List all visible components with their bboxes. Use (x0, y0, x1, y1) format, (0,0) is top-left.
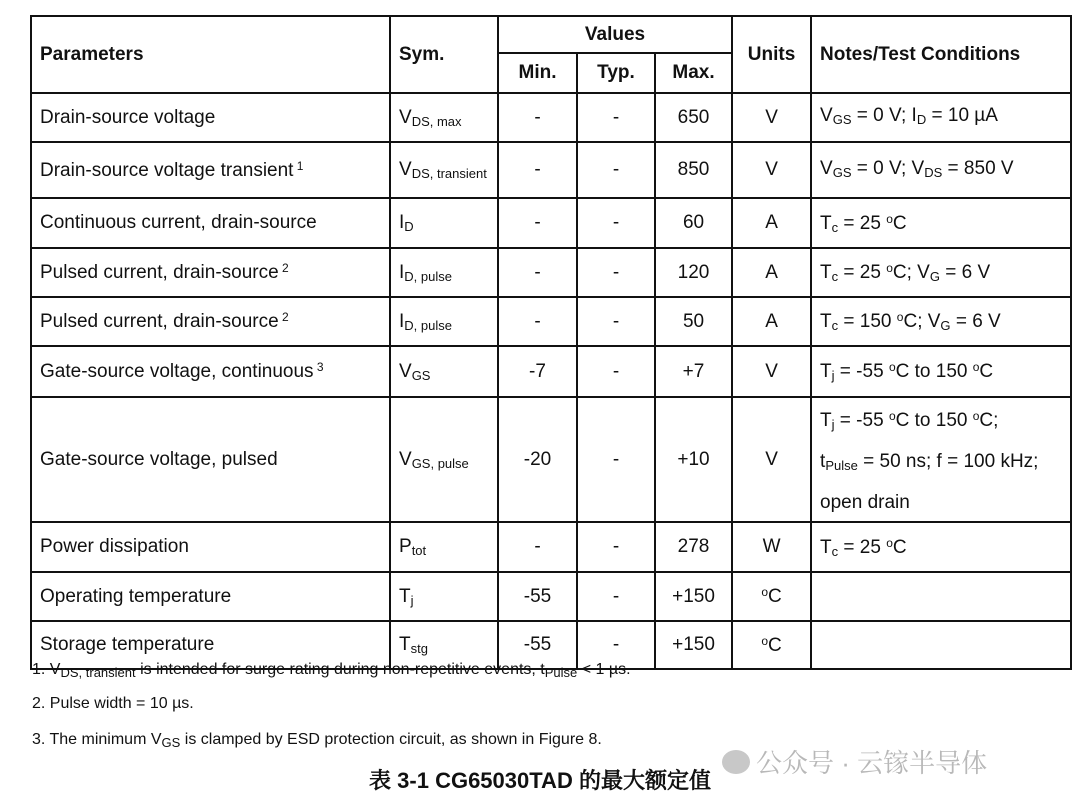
text-segment: V (399, 106, 412, 128)
subscript: DS, transient (60, 665, 136, 680)
text-segment: 1. V (32, 661, 61, 678)
text-segment: V (399, 448, 412, 470)
subscript: D, pulse (404, 317, 452, 333)
watermark-text: 公众号 · 云镓半导体 (756, 748, 988, 778)
text-segment: < 1 µs. (577, 661, 631, 678)
text-segment: 2. Pulse width = 10 µs. (32, 695, 194, 712)
superscript: o (896, 310, 904, 324)
param-label: Storage temperature (40, 634, 215, 655)
subscript: DS, max (411, 113, 462, 129)
max-ratings-table (30, 15, 1072, 670)
notes-cell (811, 248, 1071, 297)
max-cell: 850 (655, 142, 732, 198)
text-segment: I (399, 310, 405, 332)
text-segment: C (892, 536, 907, 558)
text-segment: = 10 µA (926, 105, 998, 126)
footnote-ref: 2 (278, 261, 289, 275)
max-cell: +150 (655, 572, 732, 621)
superscript: o (888, 360, 896, 374)
text-segment: V (765, 159, 778, 180)
subscript: c (831, 318, 839, 333)
header-sym: Sym. (390, 16, 498, 93)
typ-cell: - (577, 198, 655, 248)
header-parameters: Parameters (31, 16, 390, 93)
sym-cell (390, 198, 498, 248)
notes-line (820, 250, 1062, 295)
unit-cell (732, 297, 811, 346)
param-cell (31, 297, 390, 346)
unit-cell (732, 522, 811, 572)
notes-line (820, 443, 1062, 484)
notes-cell (811, 198, 1071, 248)
max-cell: +10 (655, 397, 732, 522)
subscript: G (929, 269, 940, 284)
notes-cell (811, 142, 1071, 198)
text-segment: T (820, 536, 832, 558)
text-segment: C to 150 (895, 361, 973, 382)
footnote-ref: 2 (278, 310, 289, 324)
notes-cell (811, 93, 1071, 142)
text-segment: C (768, 586, 782, 607)
param-cell (31, 142, 390, 198)
header-values: Values (498, 16, 732, 53)
typ-cell: - (577, 93, 655, 142)
subscript: GS (411, 367, 431, 383)
subscript: j (410, 592, 414, 608)
text-segment: = 6 V (950, 311, 1001, 332)
param-cell (31, 346, 390, 397)
notes-line (820, 398, 1062, 443)
header-units: Units (732, 16, 811, 93)
table-row (31, 397, 1071, 522)
subscript: GS (161, 735, 181, 750)
notes-cell (811, 397, 1071, 522)
table-row (31, 142, 1071, 198)
notes-line (820, 201, 1062, 246)
text-segment: = 25 (838, 212, 887, 234)
sym-cell (390, 397, 498, 522)
subscript: DS, transient (411, 166, 487, 181)
subscript: GS (832, 112, 852, 127)
table-row (31, 93, 1071, 142)
text-segment: C (979, 361, 994, 382)
notes-line (820, 484, 1062, 521)
text-segment: = 850 V (942, 157, 1014, 179)
text-segment: = -55 (834, 361, 889, 382)
subscript: D (404, 219, 414, 234)
notes-cell (811, 297, 1071, 346)
table-caption: 表 3-1 CG65030TAD 的最大额定值 (369, 768, 711, 793)
table-row (31, 572, 1071, 621)
text-segment: is intended for surge rating during non-repetitive events, t (135, 661, 545, 678)
text-segment: 3. The minimum V (32, 731, 162, 748)
min-cell: - (498, 198, 577, 248)
subscript: c (831, 269, 839, 284)
subscript: D (916, 112, 927, 127)
text-segment: t (820, 451, 826, 472)
param-label: Continuous current, drain-source (40, 212, 317, 233)
text-segment: V (765, 448, 778, 470)
text-segment: T (820, 262, 832, 283)
text-segment: C to 150 (895, 410, 973, 431)
subscript: G (940, 318, 951, 333)
text-segment: A (765, 261, 778, 283)
text-segment: T (820, 311, 832, 332)
text-segment: open drain (820, 492, 910, 513)
superscript: o (761, 585, 768, 599)
superscript: o (886, 211, 893, 226)
subscript: Pulse (544, 665, 578, 680)
table-row (31, 297, 1071, 346)
max-cell: 120 (655, 248, 732, 297)
typ-cell: - (577, 522, 655, 572)
notes-cell (811, 346, 1071, 397)
param-label: Power dissipation (40, 536, 189, 557)
notes-line (820, 97, 1062, 138)
text-segment: = 0 V; I (851, 105, 917, 126)
sym-cell (390, 93, 498, 142)
text-segment: T (820, 212, 832, 234)
header-typ: Typ. (577, 53, 655, 93)
text-segment: V (399, 360, 412, 382)
sym-cell (390, 572, 498, 621)
min-cell: - (498, 142, 577, 198)
superscript: o (888, 409, 896, 423)
min-cell: - (498, 297, 577, 346)
sym-cell (390, 522, 498, 572)
notes-cell (811, 572, 1071, 621)
superscript: o (761, 633, 768, 648)
unit-cell (732, 572, 811, 621)
min-cell: - (498, 522, 577, 572)
text-segment: = 150 (838, 311, 897, 332)
param-cell (31, 248, 390, 297)
text-segment: is clamped by ESD protection circuit, as shown in Figure 8. (180, 731, 602, 748)
text-segment: C; V (903, 311, 941, 332)
min-cell: - (498, 248, 577, 297)
sym-cell (390, 248, 498, 297)
subscript: GS, pulse (411, 455, 469, 471)
text-segment: C (892, 212, 907, 234)
sym-cell (390, 297, 498, 346)
subscript: c (831, 219, 839, 235)
typ-cell: - (577, 297, 655, 346)
text-segment: T (820, 410, 832, 431)
subscript: stg (410, 641, 428, 656)
header-notes: Notes/Test Conditions (811, 16, 1071, 93)
param-label: Drain-source voltage transient (40, 159, 294, 181)
notes-line (820, 150, 1062, 191)
max-cell: 50 (655, 297, 732, 346)
text-segment: = 50 ns; f = 100 kHz; (857, 451, 1039, 472)
typ-cell: - (577, 621, 655, 669)
notes-line (820, 299, 1062, 344)
unit-cell (732, 621, 811, 669)
param-label: Drain-source voltage (40, 106, 216, 128)
text-segment: V (765, 106, 778, 128)
unit-cell (732, 93, 811, 142)
text-segment: V (399, 159, 412, 180)
table-row (31, 522, 1071, 572)
superscript: o (886, 261, 893, 275)
subscript: c (831, 543, 839, 559)
param-cell (31, 397, 390, 522)
max-cell: +150 (655, 621, 732, 669)
text-segment: A (765, 310, 778, 332)
typ-cell: - (577, 142, 655, 198)
unit-cell (732, 198, 811, 248)
text-segment: C (768, 634, 782, 656)
unit-cell (732, 397, 811, 522)
text-segment: = 0 V; V (851, 157, 925, 179)
unit-cell (732, 142, 811, 198)
max-cell: +7 (655, 346, 732, 397)
table-row (31, 198, 1071, 248)
param-label: Gate-source voltage, continuous (40, 361, 314, 382)
text-segment: = 25 (838, 536, 887, 558)
max-cell: 650 (655, 93, 732, 142)
subscript: tot (411, 543, 427, 558)
footnote (32, 661, 631, 680)
superscript: o (886, 535, 893, 550)
table-row (31, 248, 1071, 297)
max-cell: 60 (655, 198, 732, 248)
superscript: o (972, 409, 980, 423)
min-cell: -55 (498, 572, 577, 621)
header-max: Max. (655, 53, 732, 93)
text-segment: V (820, 157, 833, 179)
param-label: Gate-source voltage, pulsed (40, 448, 278, 470)
sym-cell (390, 346, 498, 397)
subscript: j (831, 368, 835, 383)
text-segment: T (820, 361, 832, 382)
param-cell (31, 198, 390, 248)
text-segment: C; (979, 410, 999, 431)
min-cell: - (498, 93, 577, 142)
text-segment: C; V (892, 262, 930, 283)
notes-cell (811, 621, 1071, 669)
subscript: j (831, 417, 835, 432)
text-segment: V (820, 105, 833, 126)
header-min: Min. (498, 53, 577, 93)
text-segment: I (399, 212, 405, 233)
footnote-ref: 3 (313, 360, 324, 374)
table-body (31, 93, 1071, 669)
unit-cell (732, 346, 811, 397)
text-segment: W (762, 536, 781, 557)
sym-cell (390, 142, 498, 198)
param-label: Operating temperature (40, 585, 232, 607)
min-cell: -7 (498, 346, 577, 397)
notes-line (820, 349, 1062, 394)
text-segment: = 6 V (939, 262, 991, 283)
superscript: o (972, 360, 980, 374)
param-cell (31, 93, 390, 142)
text-segment: V (765, 360, 778, 382)
subscript: GS (832, 164, 852, 180)
min-cell: -55 (498, 621, 577, 669)
typ-cell: - (577, 248, 655, 297)
param-label: Pulsed current, drain-source (40, 311, 279, 332)
typ-cell: - (577, 346, 655, 397)
text-segment: = 25 (838, 262, 887, 283)
param-cell (31, 572, 390, 621)
table-row (31, 346, 1071, 397)
param-cell (31, 522, 390, 572)
text-segment: = -55 (834, 410, 889, 431)
text-segment: A (765, 212, 778, 233)
footnote (32, 695, 194, 713)
subscript: Pulse (825, 458, 858, 473)
footnote-ref: 1 (293, 158, 304, 173)
subscript: D, pulse (404, 268, 452, 284)
unit-cell (732, 248, 811, 297)
min-cell: -20 (498, 397, 577, 522)
footnote (32, 731, 602, 750)
param-label: Pulsed current, drain-source (40, 262, 279, 283)
text-segment: I (399, 261, 405, 283)
typ-cell: - (577, 572, 655, 621)
text-segment: T (399, 585, 411, 607)
max-cell: 278 (655, 522, 732, 572)
notes-cell (811, 522, 1071, 572)
subscript: DS (924, 164, 943, 180)
typ-cell: - (577, 397, 655, 522)
notes-line (820, 525, 1062, 570)
text-segment: T (399, 634, 411, 655)
text-segment: P (399, 536, 412, 557)
